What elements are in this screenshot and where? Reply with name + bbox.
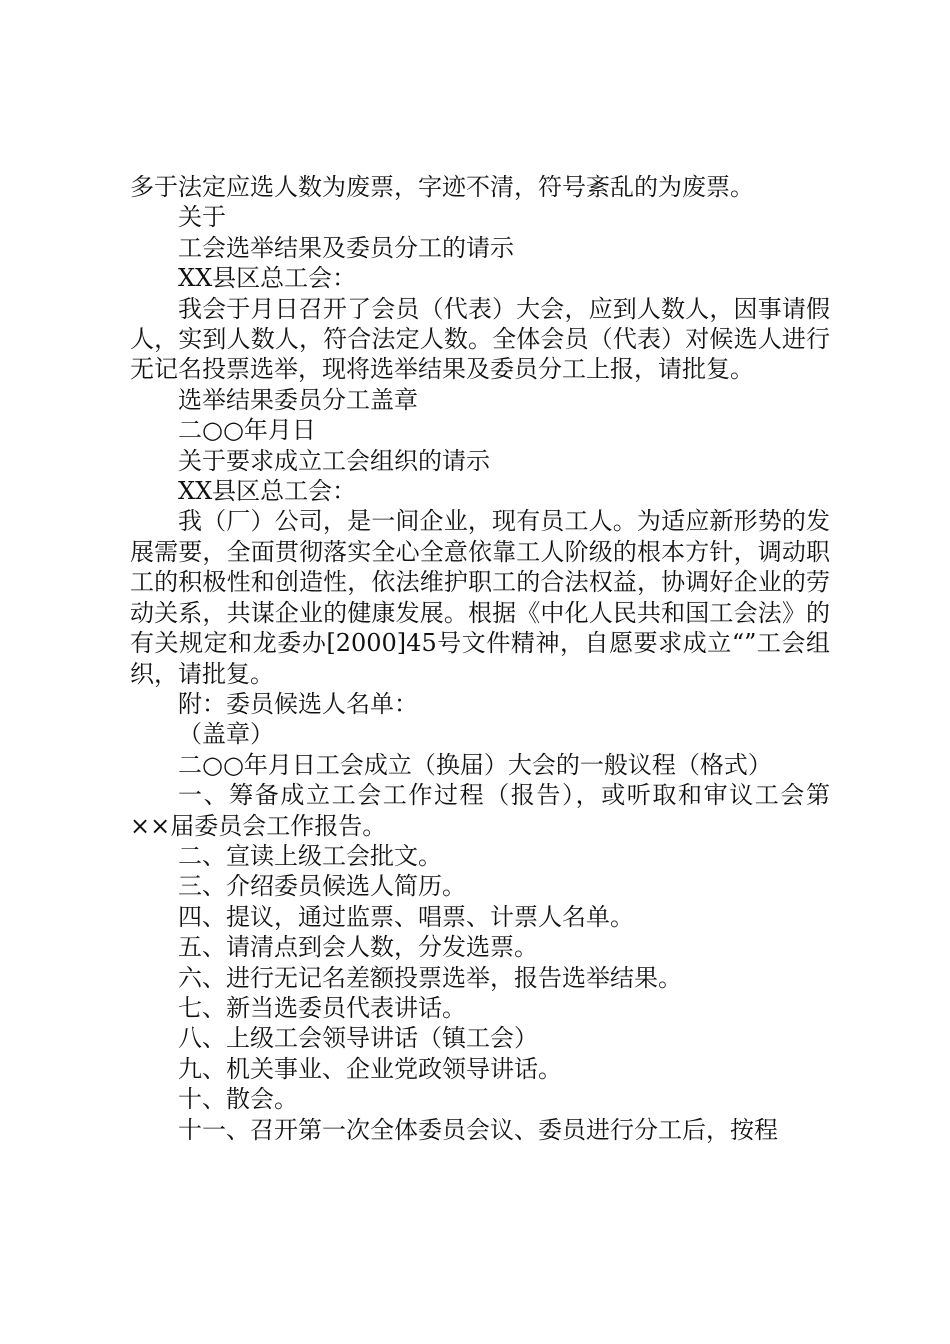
date-line: 二○○年月日 xyxy=(178,416,316,445)
paragraph-guanyu: 关于 xyxy=(178,203,226,232)
agenda-item: 九、机关事业、企业党政领导讲话。 xyxy=(178,1054,562,1083)
document-body xyxy=(130,172,830,1145)
attachment-candidate-list: 附：委员候选人名单： xyxy=(178,689,418,718)
agenda-item: 一、筹备成立工会工作过程（报告），或听取和审议工会第××届委员会工作报告。 xyxy=(130,781,830,840)
agenda-item: 四、提议，通过监票、唱票、计票人名单。 xyxy=(178,902,634,931)
agenda-item: 七、新当选委员代表讲话。 xyxy=(178,993,466,1022)
agenda-item: 十一、召开第一次全体委员会议、委员进行分工后，按程 xyxy=(178,1115,778,1144)
paragraph-establish-union-body: 我（厂）公司，是一间企业，现有员工人。为适应新形势的发展需要，全面贯彻落实全心全意依靠工人阶级的根本方针，调动职工的积极性和创造性，依法维护职工的合法权益，协调好企业的劳动关系，共谋企业的健康发展。根据《中化人民共和国工会法》的有关规定和龙委办[2000]45号文件精神，自愿要求成立“”工会组织，请批复。 xyxy=(130,507,830,688)
paragraph-result-seal: 选举结果委员分工盖章 xyxy=(178,385,418,414)
agenda-item: 八、上级工会领导讲话（镇工会） xyxy=(178,1024,538,1053)
seal-line: （盖章） xyxy=(178,720,274,749)
agenda-item: 五、请清点到会人数，分发选票。 xyxy=(178,933,538,962)
paragraph-invalid-ballot-rule: 多于法定应选人数为废票，字迹不清，符号紊乱的为废票。 xyxy=(130,173,754,201)
agenda-item: 三、介绍委员候选人简历。 xyxy=(178,872,466,901)
paragraph-election-report: 我会于月日召开了会员（代表）大会，应到人数人，因事请假人，实到人数人，符合法定人数。全体会员（代表）对候选人进行无记名投票选举，现将选举结果及委员分工上报，请批复。 xyxy=(130,294,830,384)
agenda-item: 二、宣读上级工会批文。 xyxy=(178,841,442,870)
heading-agenda: 二○○年月日工会成立（换届）大会的一般议程（格式） xyxy=(178,750,772,779)
agenda-item: 十、散会。 xyxy=(178,1085,298,1114)
addressee-county-union: XX县区总工会： xyxy=(178,477,357,506)
heading-establish-union-request: 关于要求成立工会组织的请示 xyxy=(178,446,490,475)
agenda-item: 六、进行无记名差额投票选举，报告选举结果。 xyxy=(178,963,682,992)
heading-election-result-request: 工会选举结果及委员分工的请示 xyxy=(178,233,514,262)
addressee-county-union: XX县区总工会： xyxy=(178,264,357,293)
